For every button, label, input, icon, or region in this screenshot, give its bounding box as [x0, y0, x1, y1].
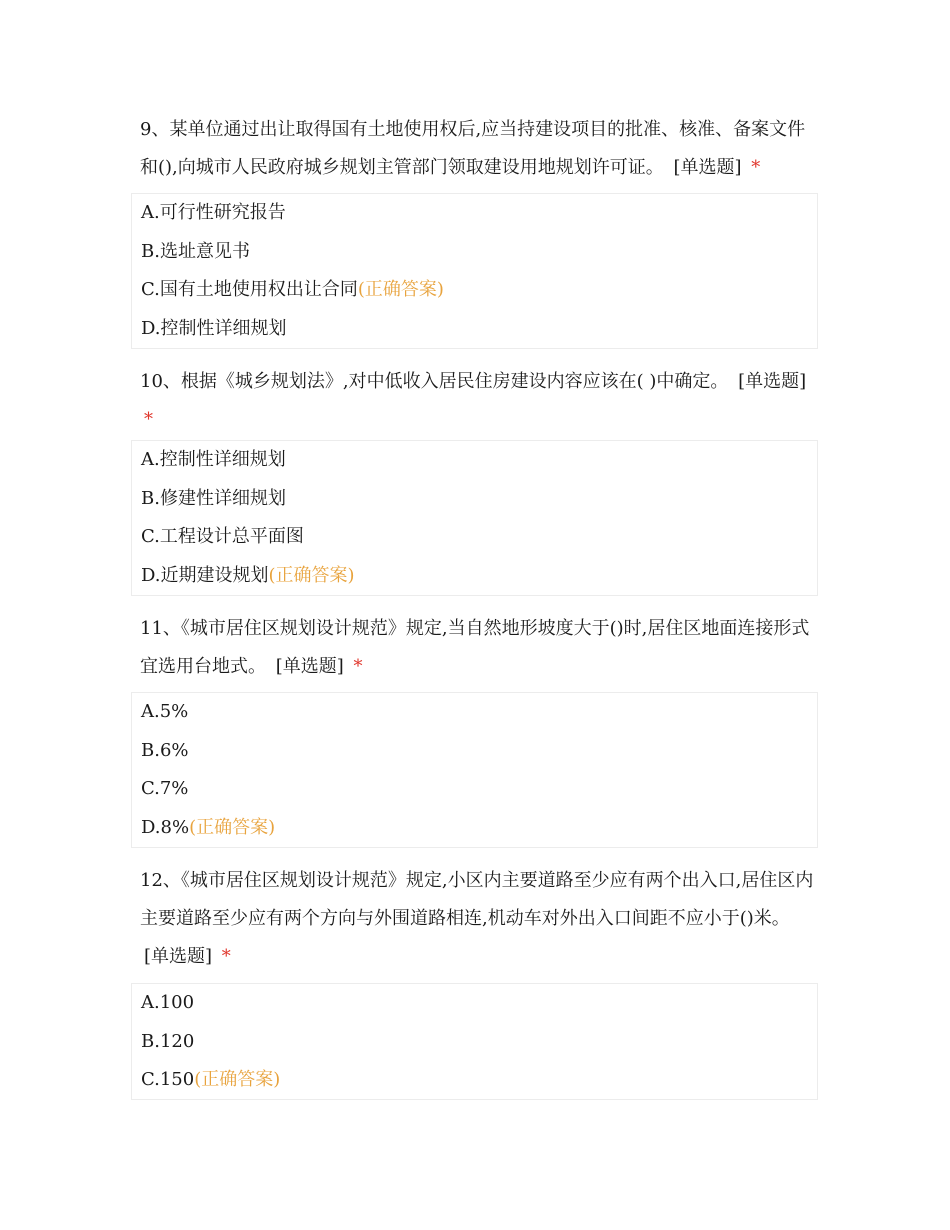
question-type-tag: [单选题] [673, 157, 742, 178]
option-c[interactable]: C.国有土地使用权出让合同(正确答案) [141, 279, 444, 300]
correct-answer-note: (正确答案) [189, 816, 276, 838]
required-mark: * [353, 656, 363, 677]
option-d[interactable]: D.8%(正确答案) [141, 816, 276, 838]
question-12 [140, 862, 820, 976]
option-b[interactable]: B.修建性详细规划 [141, 487, 286, 509]
option-c[interactable]: C.工程设计总平面图 [141, 526, 304, 547]
question-text: 11、《城市居住区规划设计规范》规定,当自然地形坡度大于()时,居住区地面连接形式宜选用台地式。 [140, 618, 810, 677]
question-type-tag: [单选题] [144, 946, 213, 967]
option-b[interactable]: B.选址意见书 [141, 240, 250, 262]
question-text: 10、根据《城乡规划法》,对中低收入居民住房建设内容应该在( )中确定。 [140, 371, 729, 392]
correct-answer-note: (正确答案) [268, 564, 355, 586]
question-text: 12、《城市居住区规划设计规范》规定,小区内主要道路至少应有两个出入口,居住区内主要道路至少应有两个方向与外围道路相连,机动车对外出入口间距不应小于()米。 [140, 870, 814, 929]
question-10 [140, 363, 820, 439]
option-d[interactable]: D.控制性详细规划 [141, 317, 287, 339]
option-b[interactable]: B.120 [141, 1030, 195, 1052]
option-a[interactable]: A.100 [141, 992, 195, 1013]
correct-answer-note: (正确答案) [194, 1069, 281, 1090]
option-b[interactable]: B.6% [141, 739, 189, 761]
required-mark: * [751, 157, 761, 178]
options-box-10 [131, 440, 818, 596]
question-9 [140, 111, 820, 187]
question-type-tag: [单选题] [738, 371, 807, 392]
option-d[interactable]: D.近期建设规划(正确答案) [141, 564, 355, 586]
required-mark: * [144, 409, 153, 430]
option-a[interactable]: A.可行性研究报告 [141, 202, 286, 223]
options-box-12 [131, 983, 818, 1100]
options-box-9 [131, 193, 818, 349]
required-mark: * [221, 946, 231, 967]
question-text: 9、某单位通过出让取得国有土地使用权后,应当持建设项目的批准、核准、备案文件和(),向城市人民政府城乡规划主管部门领取建设用地规划许可证。 [140, 119, 806, 178]
option-a[interactable]: A.控制性详细规划 [141, 449, 286, 470]
correct-answer-note: (正确答案) [357, 279, 444, 300]
options-box-11 [131, 692, 818, 848]
question-11 [140, 610, 820, 686]
option-c[interactable]: C.7% [141, 778, 189, 799]
question-type-tag: [单选题] [275, 656, 344, 677]
option-c[interactable]: C.150(正确答案) [141, 1069, 281, 1090]
option-a[interactable]: A.5% [141, 701, 189, 722]
